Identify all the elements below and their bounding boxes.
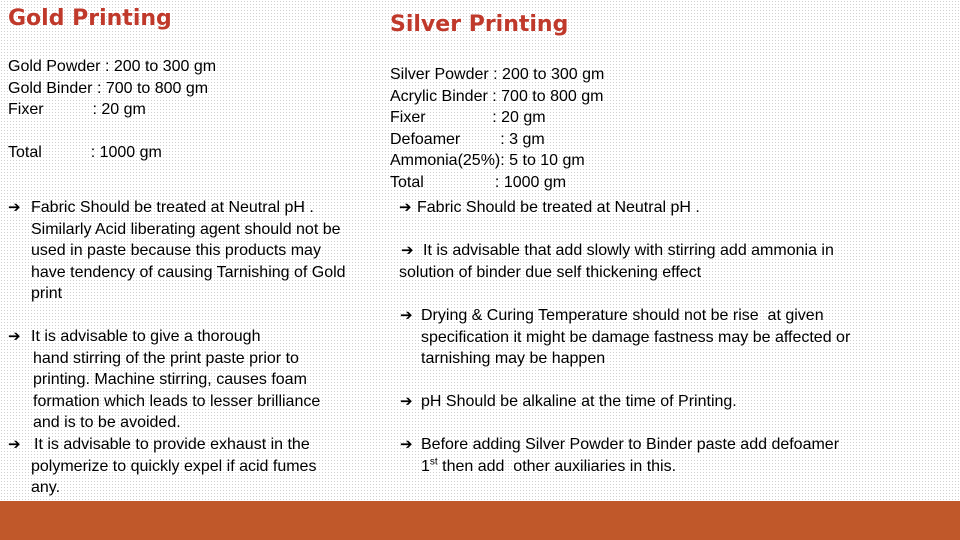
footer-bar: [0, 501, 960, 540]
silver-printing-heading: Silver Printing: [390, 12, 569, 37]
arrow-icon: ➔: [8, 328, 21, 345]
arrow-icon: ➔: [8, 199, 21, 216]
note-line: Drying & Curing Temperature should not be rise at given: [421, 307, 824, 324]
note-line: specification it might be damage fastness may be affected or: [421, 328, 851, 346]
note-line: It is advisable that add slowly with stirring add ammonia in: [423, 242, 834, 259]
note-line: Before adding Silver Powder to Binder paste add defoamer: [421, 436, 840, 453]
silver-recipe-line: Acrylic Binder : 700 to 800 gm: [390, 87, 604, 105]
gold-recipe: [8, 56, 216, 164]
note-line: solution of binder due self thickening effect: [399, 263, 702, 281]
gold-recipe-line: Fixer : 20 gm: [8, 101, 146, 119]
gold-note-hand-stirring: [8, 326, 393, 434]
note-line: hand stirring of the print paste prior to: [33, 349, 299, 367]
note-line: print: [31, 285, 63, 303]
note-line: printing. Machine stirring, causes foam: [33, 371, 307, 389]
silver-note-defoamer: [400, 434, 950, 477]
silver-recipe-line: Ammonia(25%): 5 to 10 gm: [390, 152, 585, 170]
note-line: It is advisable to give a thorough: [31, 328, 261, 345]
note-line: formation which leads to lesser brilliance: [33, 392, 321, 410]
gold-note-neutral-ph: [8, 197, 393, 305]
note-line: and is to be avoided.: [33, 414, 181, 432]
note-line: Fabric Should be treated at Neutral pH .: [417, 199, 700, 216]
gold-note-exhaust: [8, 434, 393, 499]
silver-note-ammonia: [399, 240, 949, 283]
arrow-icon: ➔: [399, 199, 412, 216]
note-line: Fabric Should be treated at Neutral pH .: [31, 199, 314, 216]
note-line: polymerize to quickly expel if acid fumes: [31, 457, 317, 475]
gold-recipe-line: [8, 121, 216, 143]
arrow-icon: ➔: [400, 436, 413, 453]
silver-note-alkaline: [400, 391, 950, 413]
silver-recipe-line: Defoamer : 3 gm: [390, 130, 545, 148]
ordinal-superscript: st: [429, 456, 438, 468]
arrow-icon: ➔: [8, 436, 21, 453]
silver-note-drying-curing: [400, 305, 950, 370]
silver-recipe-line: Silver Powder : 200 to 300 gm: [390, 66, 605, 83]
silver-recipe-line: Fixer : 20 gm: [390, 109, 546, 127]
gold-recipe-line: Gold Binder : 700 to 800 gm: [8, 79, 209, 97]
arrow-icon: ➔: [400, 393, 413, 410]
note-line: Similarly Acid liberating agent should not be: [31, 220, 341, 238]
silver-recipe: [390, 64, 604, 194]
arrow-icon: ➔: [400, 307, 413, 324]
note-text: 1: [421, 457, 430, 475]
note-line: pH Should be alkaline at the time of Printing.: [421, 393, 737, 410]
silver-note-neutral-ph: [399, 197, 949, 219]
silver-recipe-line: Total : 1000 gm: [390, 173, 567, 191]
arrow-icon: ➔: [401, 242, 414, 259]
gold-printing-heading: Gold Printing: [8, 6, 172, 31]
note-line: have tendency of causing Tarnishing of Gold: [31, 263, 346, 281]
note-text: then add other auxiliaries in this.: [437, 457, 677, 475]
note-line: any.: [31, 479, 61, 497]
note-line: used in paste because this products may: [31, 242, 321, 260]
gold-recipe-line: Total : 1000 gm: [8, 144, 162, 162]
note-line: It is advisable to provide exhaust in the: [34, 436, 310, 453]
note-line: [421, 456, 950, 478]
note-line: tarnishing may be happen: [421, 350, 606, 368]
gold-recipe-line: Gold Powder : 200 to 300 gm: [8, 58, 217, 75]
